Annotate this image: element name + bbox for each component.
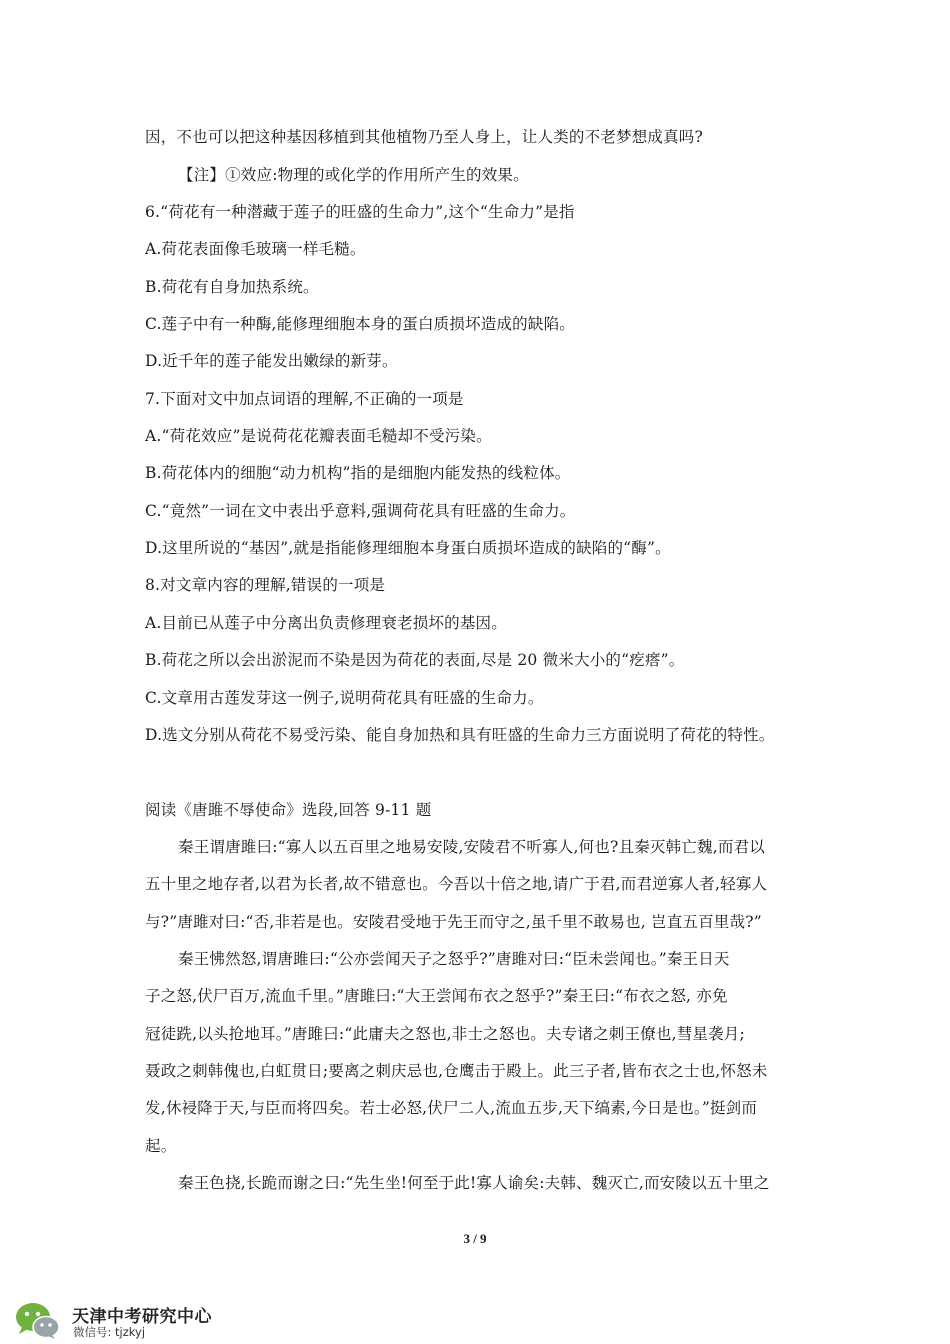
question-7: 7.下面对文中加点词语的理解,不正确的一项是 bbox=[145, 390, 464, 408]
q8-option-d: D.选文分别从荷花不易受污染、能自身加热和具有旺盛的生命力三方面说明了荷花的特性。 bbox=[145, 726, 775, 744]
reading-section-heading: 阅读《唐雎不辱使命》选段,回答 9-11 题 bbox=[145, 801, 432, 819]
q6-option-c: C.莲子中有一种酶,能修理细胞本身的蛋白质损坏造成的缺陷。 bbox=[145, 315, 575, 333]
q6-option-b: B.荷花有自身加热系统。 bbox=[145, 278, 319, 296]
q8-option-b: B.荷花之所以会出淤泥而不染是因为荷花的表面,尽是 20 微米大小的“疙瘩”。 bbox=[145, 651, 685, 669]
q6-option-a: A.荷花表面像毛玻璃一样毛糙。 bbox=[145, 240, 366, 258]
classical-text-line: 聂政之刺韩傀也,白虹贯日;要离之刺庆忌也,仓鹰击于殿上。此三子者,皆布衣之士也,怀怒未 bbox=[145, 1062, 768, 1080]
q7-option-d: D.这里所说的“基因”,就是指能修理细胞本身蛋白质损坏造成的缺陷的“酶”。 bbox=[145, 539, 671, 557]
page-number: 3 / 9 bbox=[463, 1231, 487, 1246]
footer-org-title: 天津中考研究中心 bbox=[72, 1307, 212, 1327]
annotation-note: 【注】①效应:物理的或化学的作用所产生的效果。 bbox=[178, 166, 529, 184]
classical-text-line: 发,休祲降于天,与臣而将四矣。若士必怒,伏尸二人,流血五步,天下缟素,今日是也。”挺剑而 bbox=[145, 1099, 758, 1117]
classical-text-line: 秦王怫然怒,谓唐雎曰:“公亦尝闻天子之怒乎?”唐雎对曰:“臣未尝闻也。”秦王日天 bbox=[178, 950, 730, 968]
question-8: 8.对文章内容的理解,错误的一项是 bbox=[145, 576, 386, 594]
wechat-logo-icon bbox=[14, 1300, 60, 1340]
classical-text-line: 五十里之地存者,以君为长者,故不错意也。今吾以十倍之地,请广于君,而君逆寡人者,轻寡人 bbox=[145, 875, 768, 893]
classical-text-line: 冠徒跣,以头抢地耳。”唐雎曰:“此庸夫之怒也,非士之怒也。夫专诸之刺王僚也,彗星袭月; bbox=[145, 1025, 745, 1043]
classical-text-line: 秦王谓唐雎曰:“寡人以五百里之地易安陵,安陵君不听寡人,何也?且秦灭韩亡魏,而君以 bbox=[178, 838, 765, 856]
q7-option-b: B.荷花体内的细胞“动力机构”指的是细胞内能发热的线粒体。 bbox=[145, 464, 571, 482]
q8-option-a: A.目前已从莲子中分离出负责修理衰老损坏的基因。 bbox=[145, 614, 507, 632]
classical-text-line: 秦王色挠,长跪而谢之曰:“先生坐!何至于此!寡人谕矣:夫韩、魏灭亡,而安陵以五十里之 bbox=[178, 1174, 770, 1192]
passage-line: 因，不也可以把这种基因移植到其他植物乃至人身上，让人类的不老梦想成真吗? bbox=[145, 128, 704, 146]
classical-text-line: 子之怒,伏尸百万,流血千里。”唐雎曰:“大王尝闻布衣之怒乎?”秦王曰:“布衣之怒, 亦免 bbox=[145, 987, 728, 1005]
q6-option-d: D.近千年的莲子能发出嫩绿的新芽。 bbox=[145, 352, 398, 370]
q8-option-c: C.文章用古莲发芽这一例子,说明荷花具有旺盛的生命力。 bbox=[145, 689, 544, 707]
footer-wechat-id: 微信号: tjzkyj bbox=[73, 1325, 146, 1339]
q7-option-a: A.“荷花效应”是说荷花花瓣表面毛糙却不受污染。 bbox=[145, 427, 492, 445]
question-6: 6.“荷花有一种潜藏于莲子的旺盛的生命力”,这个“生命力”是指 bbox=[145, 203, 575, 221]
classical-text-line: 与?”唐雎对曰:“否,非若是也。安陵君受地于先王而守之,虽千里不敢易也, 岂直五百里哉?” bbox=[145, 913, 762, 931]
q7-option-c: C.“竟然”一词在文中表出乎意料,强调荷花具有旺盛的生命力。 bbox=[145, 502, 576, 520]
classical-text-line: 起。 bbox=[145, 1137, 177, 1155]
